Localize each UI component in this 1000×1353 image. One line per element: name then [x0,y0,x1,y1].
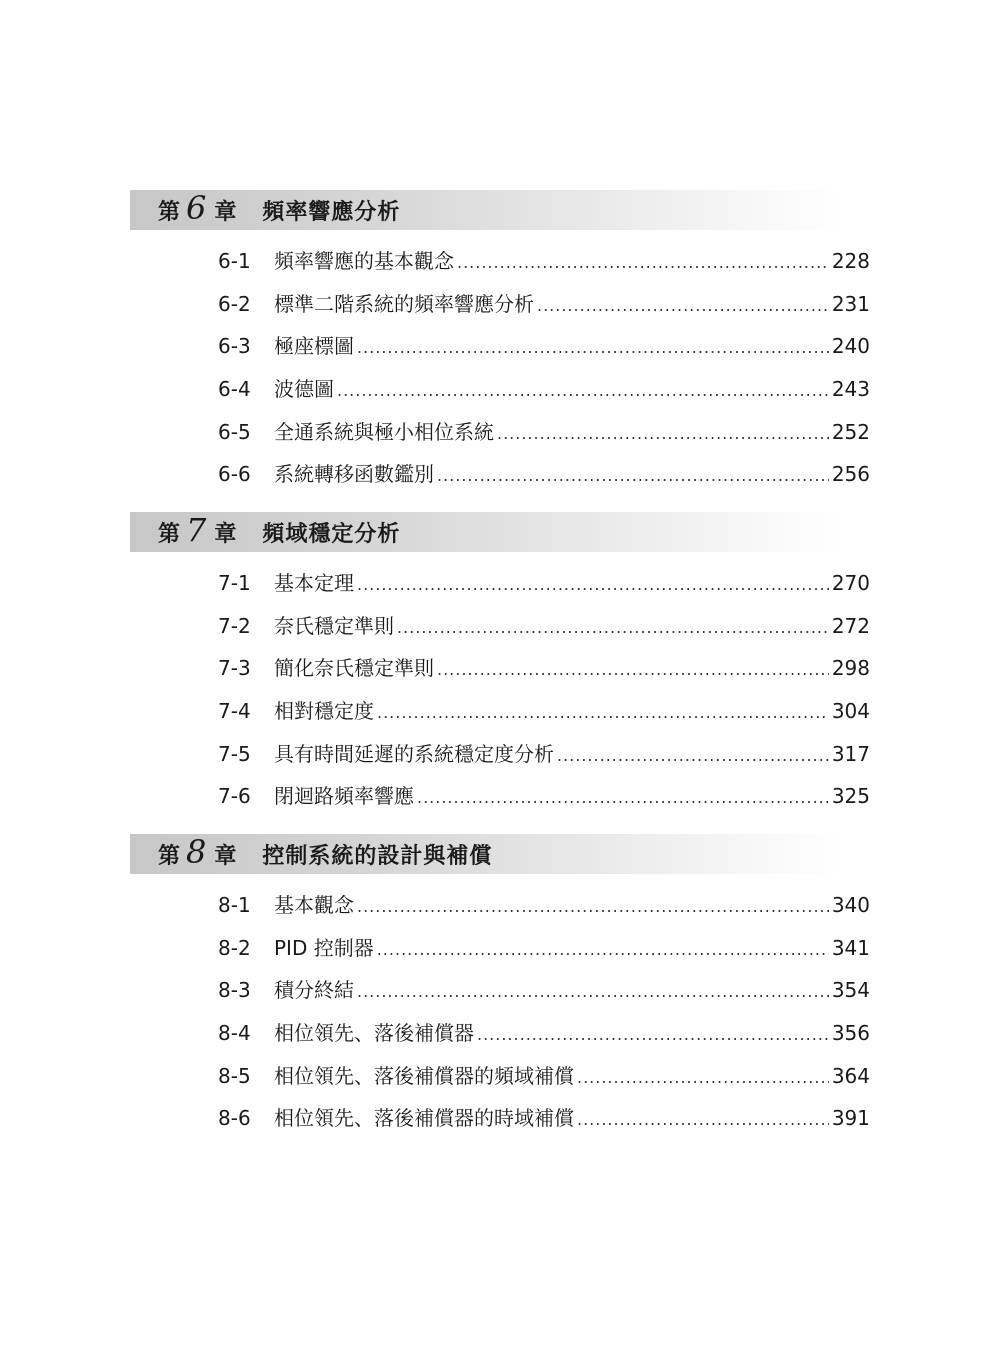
chapter-title: 頻域穩定分析 [262,521,401,547]
toc-entry[interactable] [218,1054,870,1097]
dot-leader [377,705,829,721]
dot-leader [577,1070,829,1086]
section-number: 6-3 [218,334,251,359]
section-title: 具有時間延遲的系統穩定度分析 [274,741,554,766]
section-number: 7-6 [218,784,251,809]
chapter-title: 頻率響應分析 [262,199,401,225]
section-number: 8-5 [218,1063,251,1088]
toc-entry-list [218,884,870,1140]
dot-leader [377,942,829,958]
toc-entry[interactable] [218,453,870,496]
chapter-suffix: 章 [214,843,237,869]
chapter-suffix: 章 [214,199,237,225]
section-number: 7-4 [218,699,251,724]
chapter-prefix: 第 [158,521,181,547]
dot-leader [577,1112,829,1128]
toc-entry[interactable] [218,605,870,648]
section-title: 全通系統與極小相位系統 [274,419,494,444]
chapter-number: 8 [186,833,207,871]
toc-entry[interactable] [218,884,870,927]
chapter-suffix: 章 [214,521,237,547]
chapter-number: 7 [186,511,207,549]
chapter-heading [158,834,492,874]
page-number: 256 [831,462,870,487]
page-number: 341 [831,935,870,960]
toc-entry[interactable] [218,1012,870,1055]
dot-leader [337,383,829,399]
section-number: 8-2 [218,935,251,960]
page-number: 325 [831,784,870,809]
dot-leader [457,255,829,271]
page-number: 272 [831,613,870,638]
toc-entry[interactable] [218,240,870,283]
section-number: 6-6 [218,462,251,487]
chapter-prefix: 第 [158,199,181,225]
section-title: 波德圖 [274,377,334,402]
page-number: 243 [831,377,870,402]
toc-entry[interactable] [218,325,870,368]
dot-leader [557,748,829,764]
section-number: 7-5 [218,741,251,766]
section-title: 極座標圖 [274,334,354,359]
section-title: 基本觀念 [274,893,354,918]
dot-leader [357,899,829,915]
chapter-heading [158,512,400,552]
section-title: PID 控制器 [274,935,374,960]
toc-entry[interactable] [218,690,870,733]
section-title: 簡化奈氏穩定準則 [274,656,434,681]
toc-entry[interactable] [218,775,870,818]
toc-entry[interactable] [218,969,870,1012]
toc-entry[interactable] [218,927,870,970]
toc-entry[interactable] [218,732,870,775]
toc-entry[interactable] [218,283,870,326]
page-number: 354 [831,978,870,1003]
section-number: 8-1 [218,893,251,918]
section-number: 8-4 [218,1021,251,1046]
dot-leader [417,790,829,806]
page-number: 270 [831,571,870,596]
chapter-heading [158,190,400,230]
section-title: 系統轉移函數鑑別 [274,462,434,487]
section-title: 相對穩定度 [274,699,374,724]
page-number: 231 [831,291,870,316]
section-title: 相位領先、落後補償器的時域補償 [274,1106,574,1131]
chapter-prefix: 第 [158,843,181,869]
section-number: 6-2 [218,291,251,316]
page-number: 228 [831,249,870,274]
dot-leader [477,1027,829,1043]
toc-entry[interactable] [218,1097,870,1140]
section-number: 6-4 [218,377,251,402]
dot-leader [437,662,829,678]
page-number: 364 [831,1063,870,1088]
page-number: 340 [831,893,870,918]
page-number: 298 [831,656,870,681]
dot-leader [357,340,829,356]
page-number: 252 [831,419,870,444]
dot-leader [437,468,829,484]
dot-leader [357,577,829,593]
section-number: 6-1 [218,249,251,274]
page-number: 391 [831,1106,870,1131]
dot-leader [497,426,829,442]
section-number: 6-5 [218,419,251,444]
section-title: 積分終結 [274,978,354,1003]
page-number: 304 [831,699,870,724]
section-title: 相位領先、落後補償器 [274,1021,474,1046]
toc-entry-list [218,562,870,818]
toc-entry[interactable] [218,647,870,690]
section-title: 頻率響應的基本觀念 [274,249,454,274]
toc-entry[interactable] [218,368,870,411]
dot-leader [397,620,829,636]
section-number: 7-1 [218,571,251,596]
section-number: 7-2 [218,613,251,638]
section-title: 閉迴路頻率響應 [274,784,414,809]
dot-leader [357,984,829,1000]
section-number: 8-3 [218,978,251,1003]
toc-entry[interactable] [218,562,870,605]
dot-leader [537,298,829,314]
page-number: 356 [831,1021,870,1046]
toc-entry-list [218,240,870,496]
section-title: 基本定理 [274,571,354,596]
section-title: 相位領先、落後補償器的頻域補償 [274,1063,574,1088]
chapter-title: 控制系統的設計與補償 [262,843,493,869]
section-number: 8-6 [218,1106,251,1131]
toc-entry[interactable] [218,410,870,453]
section-number: 7-3 [218,656,251,681]
section-title: 奈氏穩定準則 [274,613,394,638]
section-title: 標準二階系統的頻率響應分析 [274,291,534,316]
page-number: 240 [831,334,870,359]
chapter-number: 6 [186,189,207,227]
page-number: 317 [831,741,870,766]
